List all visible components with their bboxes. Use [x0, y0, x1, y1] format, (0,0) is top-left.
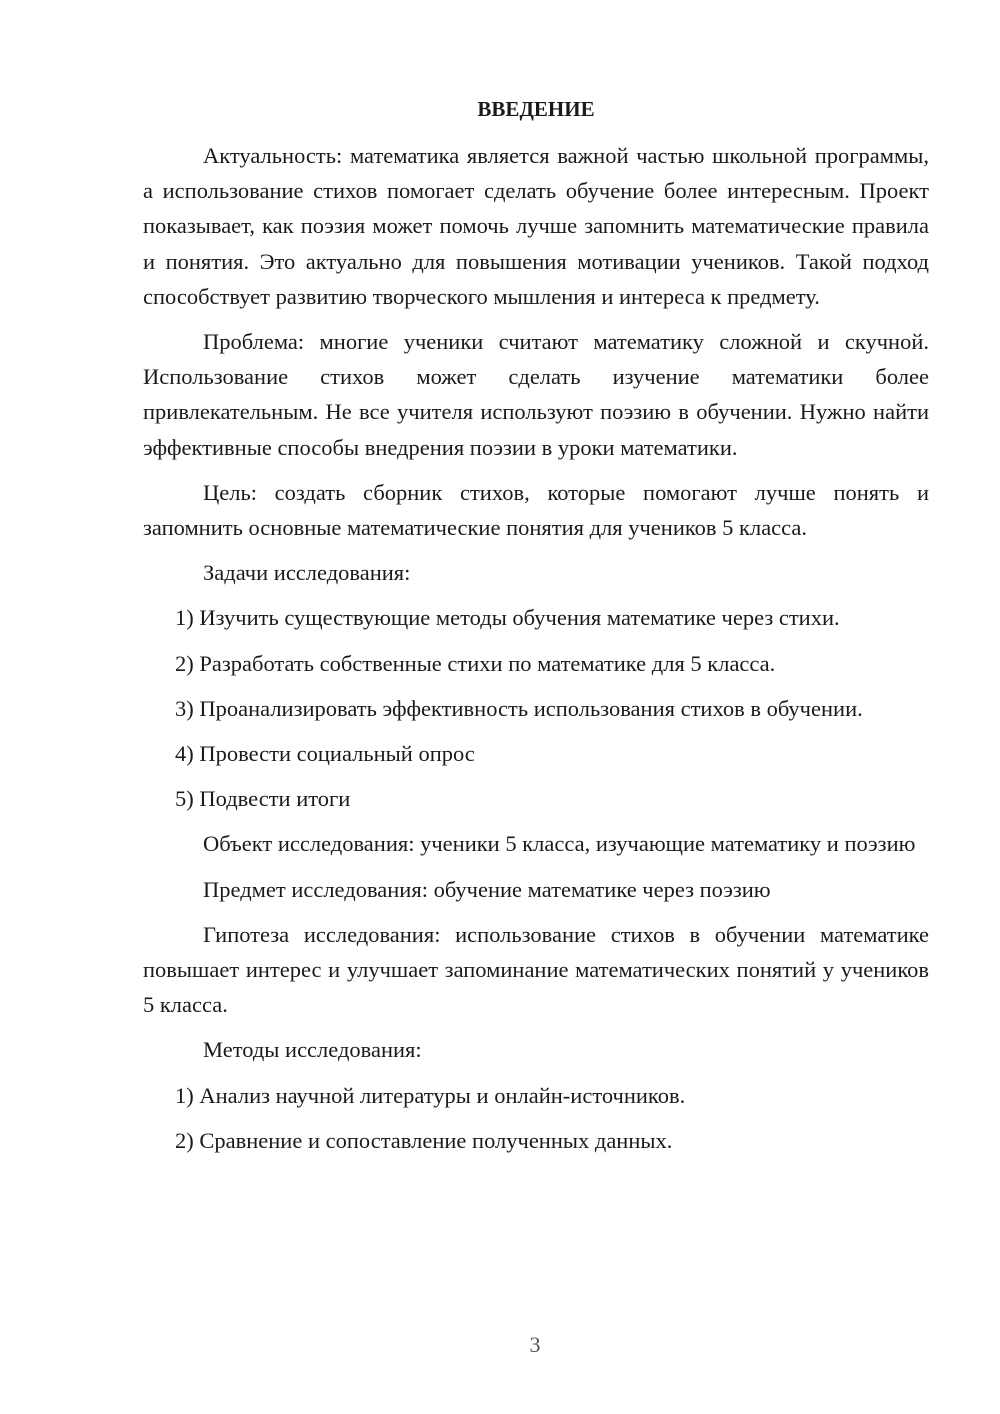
subject-paragraph: Предмет исследования: обучение математике через поэзию [203, 876, 771, 902]
goal-paragraph: Цель: создать сборник стихов, которые помогают лучше понять и запомнить основные математические понятия для учеников 5 класса. [143, 479, 929, 541]
hypothesis-paragraph: Гипотеза исследования: использование стихов в обучении математике повышает интерес и улучшает запоминание математических понятий у учеников 5 класса. [143, 921, 929, 1018]
tasks-heading: Задачи исследования: [203, 560, 411, 586]
task-item: 3) Проанализировать эффективность использования стихов в обучении. [175, 695, 863, 721]
page-title: ВВЕДЕНИЕ [477, 97, 595, 121]
relevance-paragraph: Актуальность: математика является важной частью школьной программы, а использование стихов помогает сделать обучение более интересным. Проект показывает, как поэзия может помочь лучше запомнить математические правила и понятия. Это актуально для повышения мотивации учеников. Такой подход способствует развитию творческого мышления и интереса к предмету. [143, 143, 929, 309]
page-number: 3 [529, 1332, 541, 1357]
task-item: 5) Подвести итоги [175, 786, 351, 812]
document-page [143, 90, 929, 1168]
methods-heading: Методы исследования: [203, 1037, 422, 1063]
task-item: 2) Разработать собственные стихи по математике для 5 класса. [175, 650, 776, 676]
object-paragraph: Объект исследования: ученики 5 класса, изучающие математику и поэзию [203, 831, 916, 857]
method-item: 2) Сравнение и сопоставление полученных данных. [175, 1127, 673, 1153]
method-item: 1) Анализ научной литературы и онлайн-источников. [175, 1082, 686, 1108]
problem-paragraph: Проблема: многие ученики считают математику сложной и скучной. Использование стихов может сделать изучение математики более привлекательным. Не все учителя используют поэзию в обучении. Нужно найти эффективные способы внедрения поэзии в уроки математики. [143, 329, 929, 460]
task-item: 1) Изучить существующие методы обучения математике через стихи. [175, 605, 840, 631]
task-item: 4) Провести социальный опрос [175, 741, 475, 767]
